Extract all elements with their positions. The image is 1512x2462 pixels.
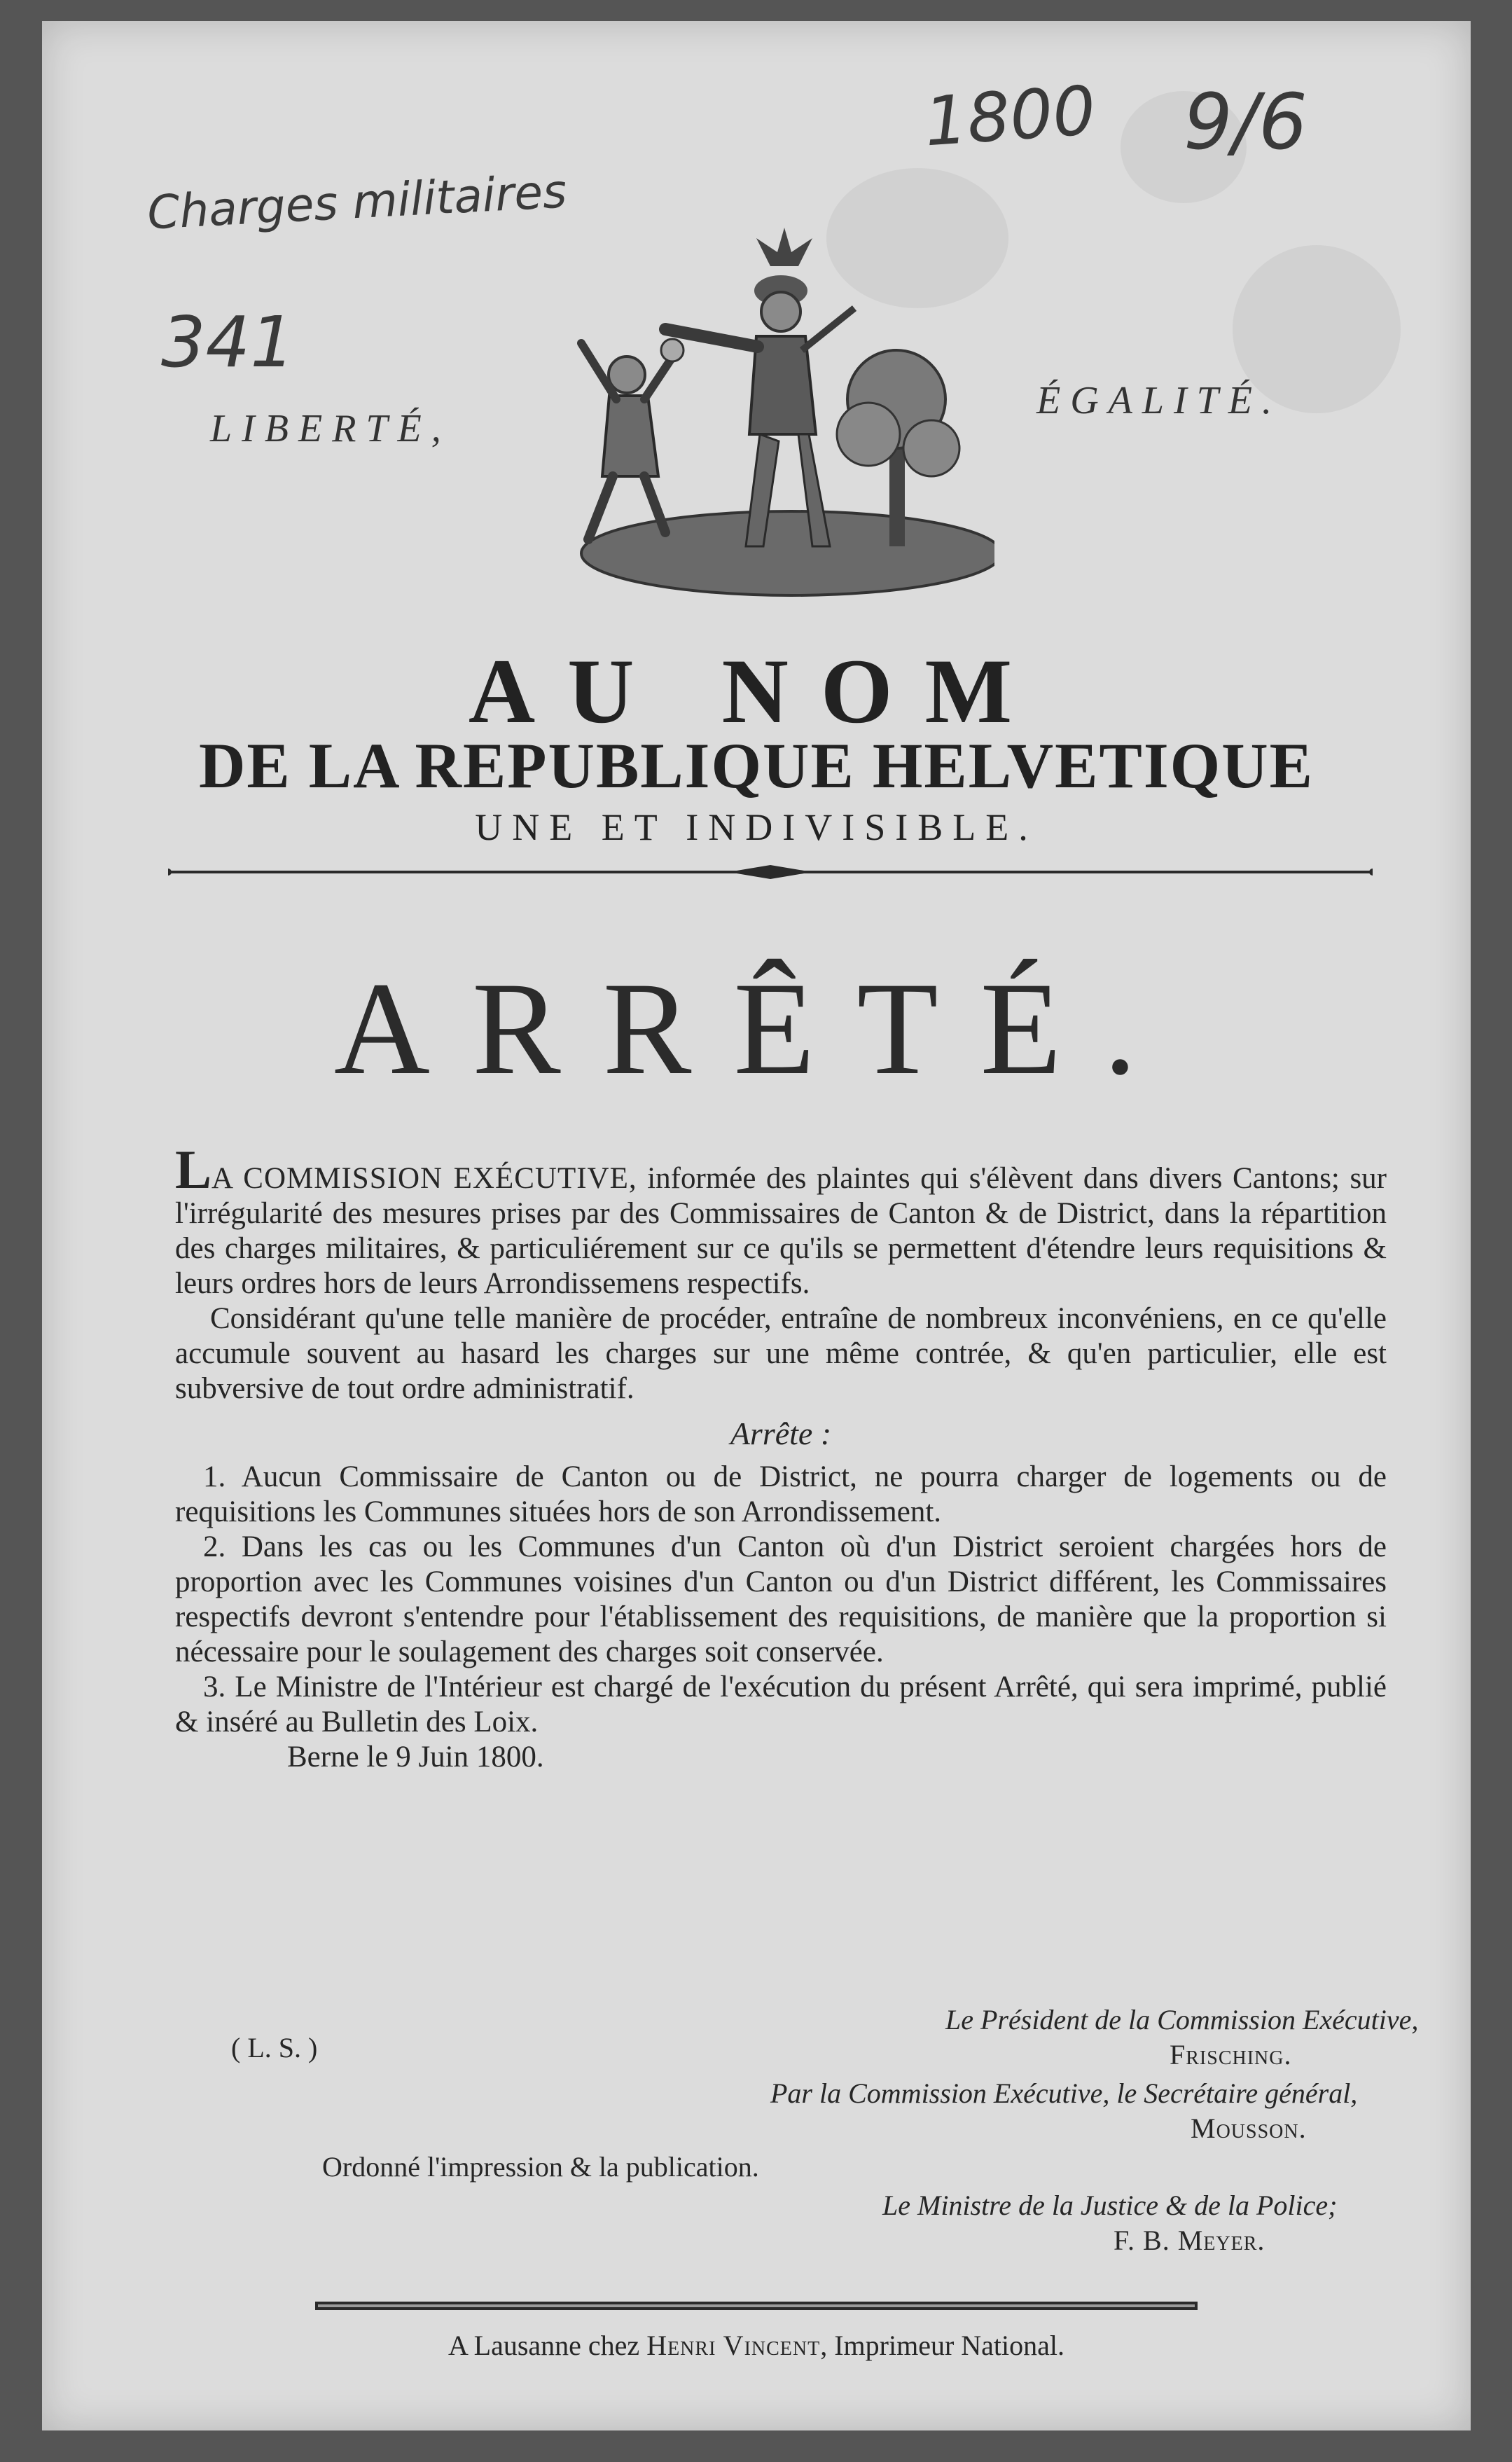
liberty-vignette-icon	[560, 224, 994, 602]
paragraph-considerant: Considérant qu'une telle manière de procéder, entraîne de nombreux inconvéniens, en ce qu'elle accumule souvent au hasard les charges sur une même contrée, & qu'en particulier, elle est subversive de tout ordre administratif.	[175, 1302, 1387, 1405]
handwritten-subject: Charges militaires	[146, 164, 569, 240]
secretary-name: Mousson.	[1191, 2112, 1307, 2144]
paragraph-preamble	[175, 1139, 1387, 1301]
president-title: Le Président de la Commission Exécutive,	[945, 2004, 1419, 2035]
decree-date: Berne le 9 Juin 1800.	[287, 1741, 544, 1773]
printer-imprint	[42, 2329, 1471, 2362]
arrete-heading: Arrête :	[730, 1416, 832, 1451]
article-3: 3. Le Ministre de l'Intérieur est chargé de l'exécution du présent Arrêté, qui sera imprimé, publié & inséré au Bulletin des Loix.	[175, 1671, 1387, 1738]
heading-republique: DE LA REPUBLIQUE HELVETIQUE	[198, 730, 1315, 801]
bottom-rule	[315, 2297, 1198, 2314]
imprint-prefix: A Lausanne chez	[448, 2330, 647, 2361]
preamble-text: informée des plaintes qui s'élèvent dans divers Cantons; sur l'irrégularité des mesures prises par des Commissaires de Canton & de District, dans la répartition des charges militaires, & particuliérement sur ce qu'ils se permettent d'étendre leurs requisitions & leurs ordres hors de leurs Arrondissemens respectifs.	[175, 1162, 1387, 1300]
imprint-suffix: , Imprimeur National.	[820, 2330, 1065, 2361]
minister-title: Le Ministre de la Justice & de la Police;	[882, 2190, 1338, 2221]
document-sheet	[42, 21, 1471, 2430]
seal-mark: ( L. S. )	[231, 2032, 318, 2063]
drop-cap: L	[175, 1139, 212, 1200]
handwritten-number: 9/6	[1184, 77, 1308, 167]
imprint-printer: Henri Vincent	[646, 2330, 821, 2361]
decree-title: ARRÊTÉ.	[333, 955, 1179, 1102]
minister-name: F. B. Meyer.	[1114, 2225, 1265, 2256]
motto-liberte: LIBERTÉ,	[210, 407, 451, 450]
handwritten-ref: 341	[161, 301, 295, 383]
heading-une-indivisible: UNE ET INDIVISIBLE.	[475, 806, 1038, 848]
motto-egalite: ÉGALITÉ.	[1036, 379, 1282, 422]
secretary-title: Par la Commission Exécutive, le Secrétaire général,	[770, 2077, 1358, 2109]
article-1: 1. Aucun Commissaire de Canton ou de District, ne pourra charger de logements ou de requisitions les Communes situées hors de son Arrondissement.	[175, 1460, 1387, 1528]
president-name: Frisching.	[1170, 2039, 1292, 2070]
handwritten-year: 1800	[922, 71, 1098, 162]
commission-lead: A COMMISSION EXÉCUTIVE,	[211, 1162, 637, 1195]
ornamental-rule	[168, 862, 1373, 883]
decree-body	[175, 1139, 1387, 1775]
ordonne-line: Ordonné l'impression & la publication.	[322, 2151, 759, 2183]
article-2: 2. Dans les cas ou les Communes d'un Canton où d'un District seroient chargées hors de proportion avec les Communes voisines d'un Canton ou d'un District différent, les Commissaires respectifs devront s'entendre pour l'établissement des requisitions, de manière que la proportion si nécessaire pour le soulagement des charges soit conservée.	[175, 1530, 1387, 1668]
heading-au-nom: AU NOM	[468, 639, 1045, 742]
